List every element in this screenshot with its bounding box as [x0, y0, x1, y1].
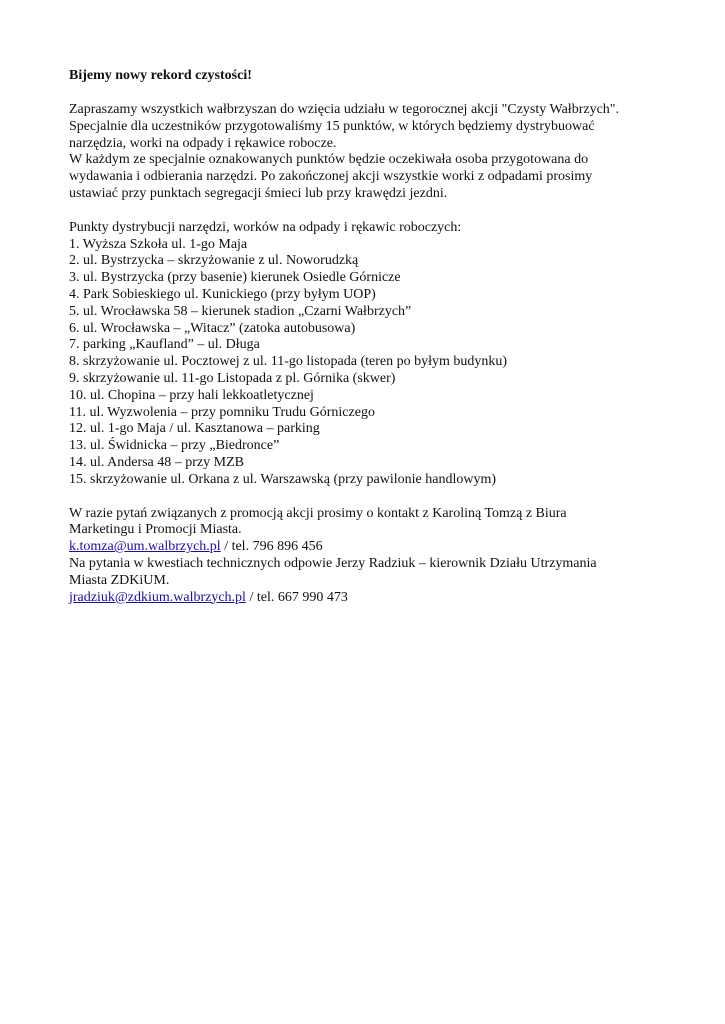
- list-item: 1. Wyższa Szkoła ul. 1-go Maja: [69, 236, 248, 252]
- promo-phone: / tel. 796 896 456: [220, 539, 323, 555]
- list-item: 13. ul. Świdnicka – przy „Biedronce”: [69, 438, 280, 454]
- list-item: 14. ul. Andersa 48 – przy MZB: [69, 454, 244, 470]
- list-item: 15. skrzyżowanie ul. Orkana z ul. Warszawską (przy pawilonie handlowym): [69, 471, 497, 487]
- list-item: 10. ul. Chopina – przy hali lekkoatletycznej: [69, 387, 314, 403]
- document-page: [69, 68, 669, 606]
- promo-contact-row: [69, 539, 669, 556]
- list-item: 6. ul. Wrocławska – „Witacz” (zatoka autobusowa): [69, 320, 356, 336]
- intro-line: wydawania i odbierania narzędzi. Po zakończonej akcji wszystkie worki z odpadami prosimy: [69, 169, 593, 185]
- spacer: [69, 489, 669, 506]
- intro-line: ustawiać przy punktach segregacji śmieci lub przy krawędzi jezdni.: [69, 185, 448, 201]
- list-item: 2. ul. Bystrzycka – skrzyżowanie z ul. Noworudzką: [69, 253, 359, 269]
- intro-paragraph: [69, 102, 669, 203]
- list-item: 4. Park Sobieskiego ul. Kunickiego (przy byłym UOP): [69, 286, 376, 302]
- list-item: 7. parking „Kaufland” – ul. Długa: [69, 337, 260, 353]
- spacer: [69, 203, 669, 220]
- spacer: [69, 85, 669, 102]
- points-list: [69, 237, 669, 489]
- contact-line: Miasta ZDKiUM.: [69, 572, 170, 588]
- contact-line: W razie pytań związanych z promocją akcji prosimy o kontakt z Karoliną Tomzą z Biura: [69, 505, 567, 521]
- tech-phone: / tel. 667 990 473: [245, 589, 348, 605]
- intro-line: Zapraszamy wszystkich wałbrzyszan do wzięcia udziału w tegorocznej akcji "Czysty Wałbrzych".: [69, 102, 620, 117]
- list-item: 5. ul. Wrocławska 58 – kierunek stadion „Czarni Wałbrzych”: [69, 303, 412, 319]
- list-item: 8. skrzyżowanie ul. Pocztowej z ul. 11-go listopada (teren po byłym budynku): [69, 354, 508, 370]
- intro-line: Specjalnie dla uczestników przygotowaliśmy 15 punktów, w których będziemy dystrybuować: [69, 118, 595, 134]
- list-item: 3. ul. Bystrzycka (przy basenie) kierunek Osiedle Górnicze: [69, 270, 401, 286]
- list-item: 12. ul. 1-go Maja / ul. Kasztanowa – parking: [69, 421, 320, 437]
- list-item: 11. ul. Wyzwolenia – przy pomniku Trudu Górniczego: [69, 404, 375, 420]
- points-heading: Punkty dystrybucji narzędzi, worków na odpady i rękawic roboczych:: [69, 219, 462, 235]
- contact-line: Na pytania w kwestiach technicznych odpowie Jerzy Radziuk – kierownik Działu Utrzymania: [69, 555, 597, 571]
- contact-line: Marketingu i Promocji Miasta.: [69, 522, 242, 538]
- contact-section: [69, 506, 669, 607]
- document-title: Bijemy nowy rekord czystości!: [69, 68, 252, 83]
- intro-line: narzędzia, worki na odpady i rękawice robocze.: [69, 135, 337, 151]
- tech-email-link[interactable]: jradziuk@zdkium.walbrzych.pl: [69, 589, 246, 605]
- list-item: 9. skrzyżowanie ul. 11-go Listopada z pl. Górnika (skwer): [69, 370, 396, 386]
- promo-email-link[interactable]: k.tomza@um.walbrzych.pl: [69, 539, 221, 555]
- tech-contact-row: [69, 590, 669, 607]
- intro-line: W każdym ze specjalnie oznakowanych punktów będzie oczekiwała osoba przygotowana do: [69, 152, 589, 168]
